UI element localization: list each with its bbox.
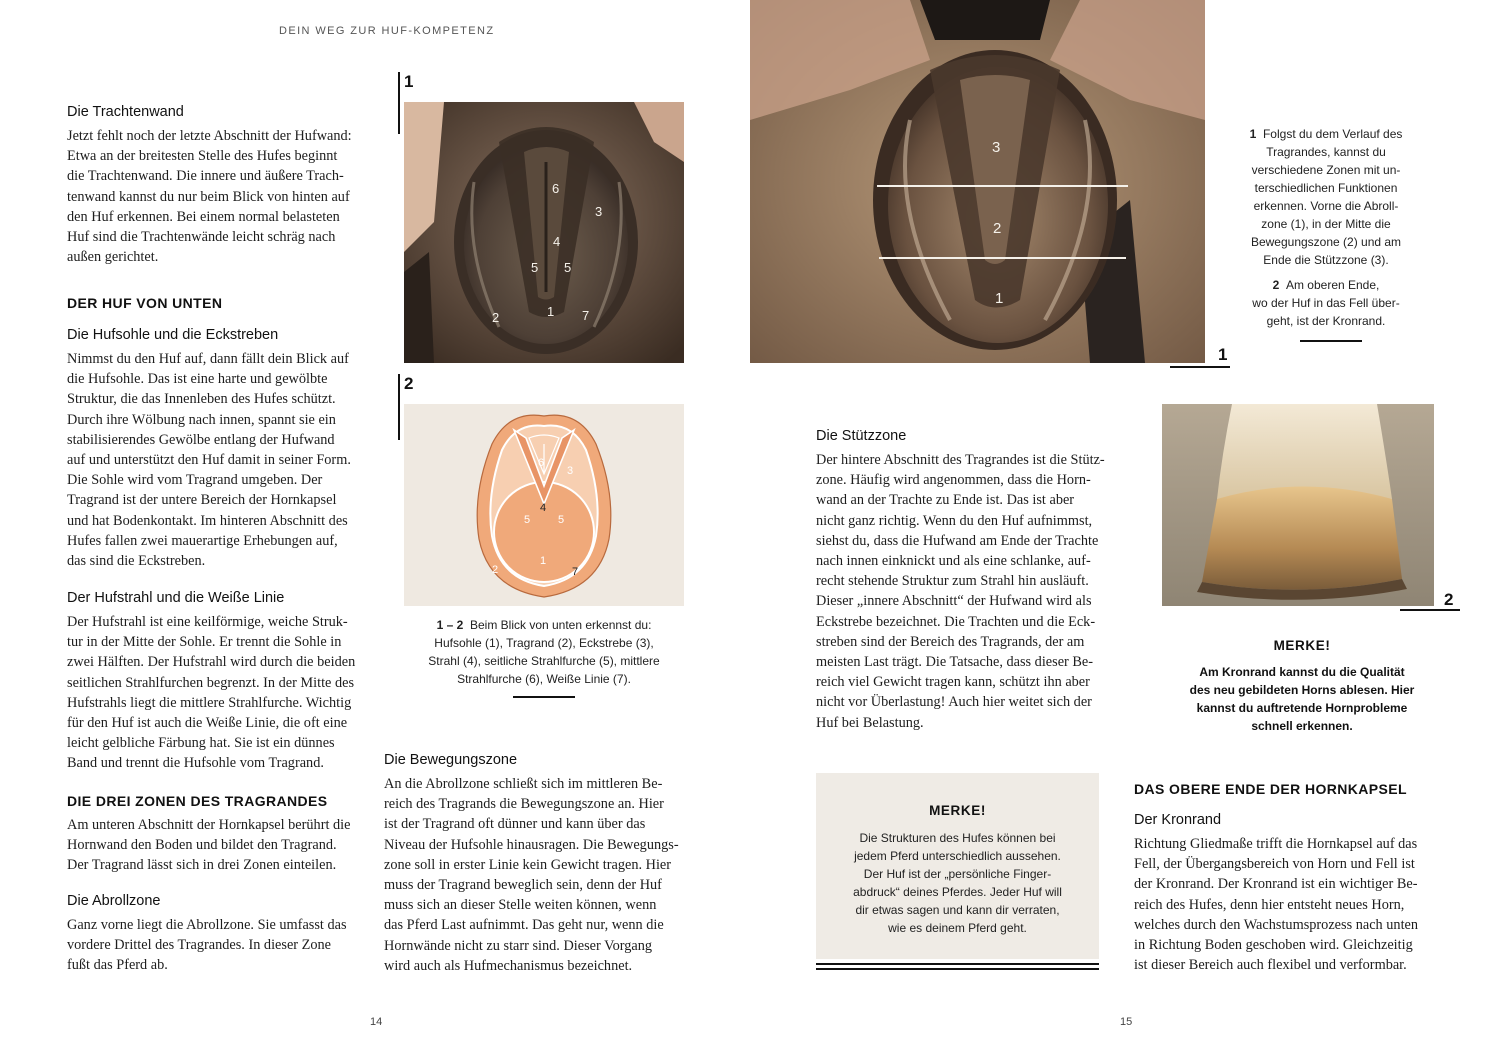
photo1-label-7: 7: [582, 308, 590, 323]
heading-trachtenwand: Die Trachtenwand: [67, 104, 184, 120]
side-caption-1: 1 Folgst du dem Verlauf des Tragrandes, kannst du verschiedene Zonen mit un- terschiedlichen Funktionen erkennen. Vorne die Abroll- zone (1), in der Mitte die Bewegungszone (2) und am Ende die Stützzone (3).: [1249, 127, 1403, 267]
figure-2-rule: [398, 374, 400, 440]
merke-1-text: Am Kronrand kannst du die Qualität des neu gebildeten Horns ablesen. Hier kannst du auftretende Hornprobleme schnell erkennen.: [1189, 665, 1415, 733]
caption-number: 1 – 2: [436, 618, 464, 632]
photo1-label-4: 4: [553, 234, 561, 249]
heading-stuetzzone: Die Stützzone: [816, 428, 907, 444]
big-photo-number: 1: [1218, 345, 1228, 364]
side-caption-2-number: 2: [1272, 278, 1280, 292]
heading-oberes-ende: DAS OBERE ENDE DER HORNKAPSEL: [1134, 781, 1407, 797]
text-drei-zonen: Am unteren Abschnitt der Hornkapsel berührt die Hornwand den Boden und bildet den Tragrand. Der Tragrand lässt sich in drei Zonen einteilen.: [67, 817, 351, 874]
merke-2-text: Die Strukturen des Hufes können bei jedem Pferd unterschiedlich aussehen. Der Huf ist der „persönliche Finger- abdruck“ deines Pferdes. Jeder Huf will dir etwas sagen und kann dir verraten, wie es deinem Pferd geht.: [853, 831, 1062, 935]
photo1-label-2: 2: [492, 310, 500, 325]
text-trachtenwand: Jetzt fehlt noch der letzte Abschnitt der Hufwand: Etwa an der breitesten Stelle des Hufes beginnt die Trachtenwand. Die innere und äußere Trach- tenwand kannst du nur beim Blick von hinten auf den Huf erkennen. Bei einem normal belasteten Huf sind die Trachtenwände leicht schräg nach außen gerichtet.: [67, 128, 352, 266]
zone-label-2: 2: [993, 220, 1002, 237]
heading-bewegungszone: Die Bewegungszone: [384, 752, 518, 768]
diagram-label-7: 7: [572, 566, 579, 578]
figure-1-rule: [398, 72, 400, 134]
text-bewegungszone: An die Abrollzone schließt sich im mittleren Be- reich des Tragrands die Bewegungszone an. Hier ist der Tragrand oft dünner und kann über das Niveau der Hufsohle hinausragen. Die Bewegungs- zone soll in erster Linie kein Gewicht tragen. Hier muss der Tragrand beweglich sein, denn der Huf muss sich an dieser Stelle weiten können, wenn das Pferd Last aufnimmt. Das geht nur, wenn die Hornwände nicht zu starr sind. Dieser Vorgang wird auch als Hufmechanismus bezeichnet.: [384, 776, 679, 974]
heading-kronrand: Der Kronrand: [1134, 812, 1222, 828]
hoof-diagram: [404, 404, 684, 606]
figure-2-number: 2: [404, 374, 414, 393]
caption-rule: [513, 696, 575, 698]
heading-hufstrahl: Der Hufstrahl und die Weiße Linie: [67, 590, 285, 606]
zone-label-1: 1: [995, 290, 1004, 307]
merke-2-rule-bottom: [816, 968, 1099, 970]
heading-huf-von-unten: DER HUF VON UNTEN: [67, 295, 223, 311]
big-photo-rule: [1170, 366, 1230, 368]
figure-1-number: 1: [404, 72, 414, 91]
photo1-label-3: 3: [595, 204, 603, 219]
running-head: DEIN WEG ZUR HUF-KOMPETENZ: [279, 25, 495, 37]
side-caption-2: 2 Am oberen Ende, wo der Huf in das Fell über- geht, ist der Kronrand.: [1252, 278, 1400, 328]
hoof-zones-photo-labels: [750, 0, 1205, 363]
heading-abrollzone: Die Abrollzone: [67, 893, 161, 909]
photo1-label-1: 1: [547, 304, 555, 319]
text-stuetzzone: Der hintere Abschnitt des Tragrandes ist die Stütz- zone. Häufig wird angenommen, dass die Horn- wand an der Trachte zu Ende ist. Das ist aber nicht ganz richtig. Wenn du den Huf aufnimmst, siehst du, dass die Hufwand am Ende der Trachte nach innen einknickt und als eine schlanke, auf- recht stehende Struktur zum Strahl hin ausläuft. Dieser „innere Abschnitt“ der Hufwand wird als Eckstrebe bezeichnet. Die Trachten und die Eck- streben sind der Bereich des Tragrands, der am meisten Last trägt. Die Tatsache, dass dieser Be- reich viel Gewicht tragen kann, schützt ihn aber nicht vor Überlastung! Auch hier weitet sich der Huf bei Belastung.: [816, 452, 1105, 731]
heading-hufsohle: Die Hufsohle und die Eckstreben: [67, 327, 279, 343]
diagram-label-2: 2: [492, 564, 499, 576]
side-caption-1-number: 1: [1249, 127, 1257, 141]
page-number-left: 14: [370, 1016, 383, 1028]
merke-2-rule-top: [816, 963, 1099, 965]
photo1-label-5b: 5: [564, 260, 572, 275]
diagram-label-4: 4: [540, 502, 547, 514]
coronet-photo: [1162, 404, 1434, 606]
diagram-label-5b: 5: [558, 514, 565, 526]
heading-drei-zonen: DIE DREI ZONEN DES TRAGRANDES: [67, 793, 328, 809]
diagram-label-6: 6: [538, 457, 545, 469]
hoof-sole-photo-labels: [404, 102, 684, 363]
coronet-photo-number: 2: [1444, 590, 1454, 609]
text-kronrand: Richtung Gliedmaße trifft die Hornkapsel auf das Fell, der Übergangsbereich von Horn und Fell ist der Kronrand. Der Kronrand ist ein wichtiger Be- reich des Hufes, denn hier entsteht neues Horn, welches durch den Wachstumsprozess nach unten in Richtung Boden geschoben wird. Gleichzeitig ist dieser Bereich auch flexibel und verformbar.: [1134, 836, 1419, 974]
page-number-right: 15: [1120, 1016, 1133, 1028]
zone-label-3: 3: [992, 139, 1001, 156]
merke-2-box: [816, 773, 1099, 959]
text-abrollzone: Ganz vorne liegt die Abrollzone. Sie umfasst das vordere Drittel des Tragrandes. In dieser Zone fußt das Pferd ab.: [67, 917, 347, 974]
photo1-label-5a: 5: [531, 260, 539, 275]
side-caption-rule: [1300, 340, 1362, 342]
merke-2-title: MERKE!: [929, 803, 986, 818]
merke-1-title: MERKE!: [1273, 638, 1331, 653]
diagram-label-1: 1: [540, 555, 547, 567]
diagram-label-5a: 5: [524, 514, 531, 526]
text-hufsohle: Nimmst du den Huf auf, dann fällt dein Blick auf die Hufsohle. Das ist eine harte und gewölbte Struktur, die das Innenleben des Hufes schützt. Durch ihre Wölbung nach innen, spannt sie ein stabilisierendes Gewölbe entlang der Hufwand auf und unterstützt den Huf damit in seiner Form. Die Sohle wird vom Tragrand umgeben. Der Tragrand ist der untere Bereich der Hornkapsel und hat Bodenkontakt. Im hinteren Abschnitt des Hufes fallen zwei mauerartige Erhebungen auf, das sind die Eckstreben.: [67, 351, 351, 570]
diagram-label-3: 3: [567, 465, 574, 477]
figure-caption: 1 – 2 Beim Blick von unten erkennst du: Hufsohle (1), Tragrand (2), Eckstrebe (3), Strahl (4), seitliche Strahlfurche (5), mittlere Strahlfurche (6), Weiße Linie (7).: [428, 618, 660, 686]
text-hufstrahl: Der Hufstrahl ist eine keilförmige, weiche Struk- tur in der Mitte der Sohle. Er trennt die Sohle in zwei Hälften. Der Hufstrahl wird durch die beiden seitlichen Strahlfurchen begrenzt. In der Mitte des Hufstrahls liegt die mittlere Strahlfurche. Wichtig für den Huf ist auch die Weiße Linie, die oft eine leicht gelbliche Färbung hat. Sie ist ein dünnes Band und trennt die Hufsohle vom Tragrand.: [67, 614, 356, 772]
photo1-label-6: 6: [552, 181, 560, 196]
